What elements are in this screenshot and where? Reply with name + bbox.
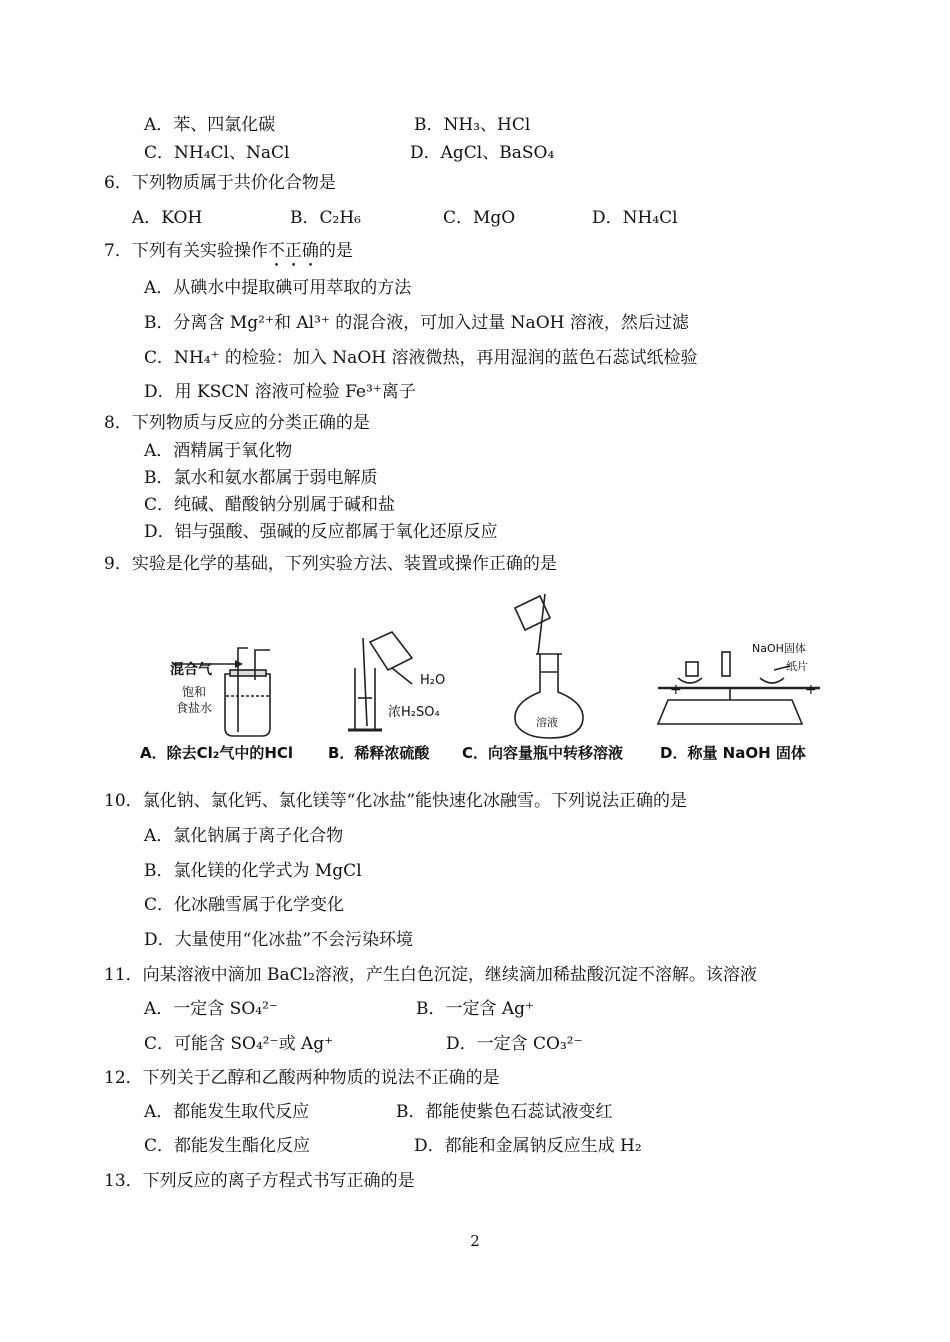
q12-option-b: B．都能使紫色石蕊试液变红 — [396, 1102, 613, 1122]
q7-option-c: C．NH₄⁺ 的检验：加入 NaOH 溶液微热，再用湿润的蓝色石蕊试纸检验 — [144, 348, 698, 368]
label-saturated: 饱和 — [182, 685, 207, 699]
q13-stem: 13．下列反应的离子方程式书写正确的是 — [104, 1171, 415, 1191]
q12-option-c: C．都能发生酯化反应 — [144, 1136, 311, 1156]
q10-option-c: C．化冰融雪属于化学变化 — [144, 895, 345, 915]
q11-stem: 11．向某溶液中滴加 BaCl₂溶液，产生白色沉淀，继续滴加稀盐酸沉淀不溶解。该溶液 — [104, 965, 757, 985]
label-conc-sulfuric-acid: 浓H₂SO₄ — [388, 705, 440, 720]
q7-option-d: D．用 KSCN 溶液可检验 Fe³⁺离子 — [144, 382, 416, 402]
q8-option-d: D．铝与强酸、强碱的反应都属于氧化还原反应 — [144, 522, 498, 542]
q10-option-b: B．氯化镁的化学式为 MgCl — [144, 861, 362, 881]
q11-option-d: D．一定含 CO₃²⁻ — [446, 1034, 583, 1054]
label-paper: 纸片 — [786, 660, 808, 673]
q8-option-c: C．纯碱、醋酸钠分别属于碱和盐 — [144, 495, 396, 515]
q5-option-a: A．苯、四氯化碳 — [144, 115, 276, 135]
label-brine: 食盐水 — [176, 701, 213, 715]
q9-caption-c: C．向容量瓶中转移溶液 — [462, 744, 624, 762]
q7-stem-pre: 7．下列有关实验操作 — [104, 241, 268, 261]
q12-option-a: A．都能发生取代反应 — [144, 1102, 310, 1122]
q8-stem: 8．下列物质与反应的分类正确的是 — [104, 413, 370, 433]
label-naoh-solid: NaOH固体 — [752, 642, 806, 655]
svg-text:+: + — [805, 682, 817, 698]
q6-option-c: C．MgO — [443, 208, 516, 228]
q7-stem-post: 的是 — [318, 241, 353, 261]
q7-option-a: A．从碘水中提取碘可用萃取的方法 — [144, 278, 412, 298]
q5-option-b: B．NH₃、HCl — [414, 115, 531, 135]
q9-caption-d: D．称量 NaOH 固体 — [660, 744, 806, 762]
q6-option-b: B．C₂H₆ — [290, 208, 361, 228]
q6-option-d: D．NH₄Cl — [592, 208, 678, 228]
q7-stem — [104, 240, 353, 271]
label-water: H₂O — [420, 673, 446, 688]
q8-option-a: A．酒精属于氧化物 — [144, 441, 293, 461]
q11-option-b: B．一定含 Ag⁺ — [416, 999, 535, 1019]
q9-stem: 9．实验是化学的基础，下列实验方法、装置或操作正确的是 — [104, 554, 557, 574]
q11-option-a: A．一定含 SO₄²⁻ — [144, 999, 278, 1019]
q12-stem: 12．下列关于乙醇和乙酸两种物质的说法不正确的是 — [104, 1068, 500, 1088]
q10-stem: 10．氯化钠、氯化钙、氯化镁等“化冰盐”能快速化冰融雪。下列说法正确的是 — [104, 791, 688, 811]
q9-apparatus-figure — [130, 588, 845, 768]
q6-stem: 6．下列物质属于共价化合物是 — [104, 173, 336, 193]
q5-option-c: C．NH₄Cl、NaCl — [144, 143, 290, 163]
q9-caption-b: B．稀释浓硫酸 — [328, 744, 430, 762]
q9-caption-a: A．除去Cl₂气中的HCl — [140, 744, 294, 762]
q12-option-d: D．都能和金属钠反应生成 H₂ — [414, 1136, 642, 1156]
svg-text:+: + — [670, 682, 682, 698]
q7-stem-emphasis: 不正确 — [267, 241, 319, 261]
q11-option-c: C．可能含 SO₄²⁻或 Ag⁺ — [144, 1034, 334, 1054]
q10-option-d: D．大量使用“化冰盐”不会污染环境 — [144, 930, 414, 950]
q10-option-a: A．氯化钠属于离子化合物 — [144, 826, 344, 846]
q8-option-b: B．氯水和氨水都属于弱电解质 — [144, 468, 378, 488]
label-mixed-gas: 混合气 — [170, 662, 212, 678]
q5-option-d: D．AgCl、BaSO₄ — [410, 143, 555, 163]
page-number: 2 — [470, 1232, 480, 1250]
q6-option-a: A．KOH — [132, 208, 203, 228]
label-solution: 溶液 — [536, 716, 558, 729]
q7-option-b: B．分离含 Mg²⁺和 Al³⁺ 的混合液，可加入过量 NaOH 溶液，然后过滤 — [144, 313, 689, 333]
